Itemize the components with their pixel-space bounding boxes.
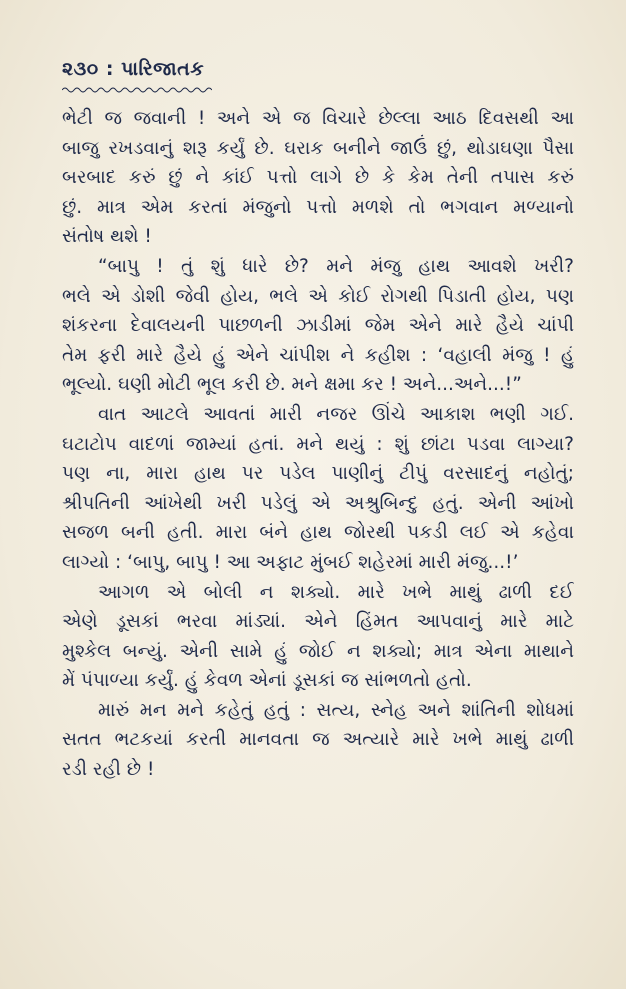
text-line: મુશ્કેલ બન્યું. એની સામે હું જોઈ ન શક્યો; માત્ર એના માથાને: [62, 640, 574, 662]
text-line: ઘટાટોપ વાદળાં જામ્યાં હતાં. મને થયું : શું છાંટા પડવા લાગ્યા?: [62, 433, 574, 455]
paragraph-4: [62, 578, 574, 696]
text-line: “બાપુ ! તું શું ધારે છે? મને મંજુ હાથ આવશે ખરી?: [98, 255, 574, 277]
page-body: [62, 104, 574, 785]
paragraph-1: [62, 104, 574, 252]
text-line: મારું મન મને કહેતું હતું : સત્ય, સ્નેહ અને શાંતિની શોધમાં: [98, 699, 574, 721]
text-line: શ્રીપતિની આંખેથી ખરી પડેલું એ અશ્રુબિન્દુ હતું. એની આંખો: [62, 492, 574, 514]
text-line: બાજુ રખડવાનું શરૂ કર્યું છે. ઘરાક બનીને જાઉં છું, થોડાઘણા પૈસા: [62, 137, 574, 159]
text-line: બરબાદ કરું છું ને કાંઈ પત્તો લાગે છે કે કેમ તેની તપાસ કરું: [62, 167, 574, 189]
paragraph-5: [62, 696, 574, 785]
text-line: તેમ ફરી મારે હૈયે હું એને ચાંપીશ ને કહીશ : ‘વહાલી મંજુ ! હું: [62, 344, 574, 366]
text-line: છું. માત્ર એમ કરતાં મંજુનો પત્તો મળશે તો ભગવાન મળ્યાનો: [62, 196, 574, 218]
text-line: સજળ બની હતી. મારા બંને હાથ જોરથી પકડી લઈ એ કહેવા: [62, 522, 574, 544]
text-line: ભલે એ ડોશી જેવી હોય, ભલે એ કોઈ રોગથી પિડાતી હોય, પણ: [62, 285, 574, 307]
text-line: આગળ એ બોલી ન શક્યો. મારે ખભે માથું ઢાળી દઈ: [98, 581, 574, 603]
header-ornament: [62, 86, 212, 94]
text-line: ભૂલ્યો. ઘણી મોટી ભૂલ કરી છે. મને ક્ષમા કર ! અને...અને...!”: [62, 374, 522, 396]
paragraph-2: [62, 252, 574, 400]
text-line: લાગ્યો : ‘બાપુ, બાપુ ! આ અફાટ મુંબઈ શહેરમાં મારી મંજુ...!’: [62, 551, 519, 573]
text-line: પણ ના, મારા હાથ પર પડેલ પાણીનું ટીપું વરસાદનું નહોતું;: [62, 463, 574, 485]
paragraph-3: [62, 400, 574, 578]
text-line: શંકરના દેવાલયની પાછળની ઝાડીમાં જેમ એને મારે હૈયે ચાંપી: [62, 315, 574, 337]
text-line: સતત ભટકયાં કરતી માનવતા જ અત્યારે મારે ખભે માથું ઢાળી: [62, 729, 574, 751]
text-line: વાત આટલે આવતાં મારી નજર ઊંચે આકાશ ભણી ગઈ.: [98, 403, 574, 425]
text-line: સંતોષ થશે !: [62, 226, 152, 248]
text-line: એણે ડૂસકાં ભરવા માંડ્યાં. એને હિંમત આપવાનું મારે માટે: [62, 611, 574, 633]
running-header: ૨૩૦ : પારિજાતક: [62, 58, 205, 80]
text-line: મેં પંપાળ્યા કર્યું. હું કેવળ એનાં ડૂસકાં જ સાંભળતો હતો.: [62, 670, 472, 692]
text-line: ભેટી જ જવાની ! અને એ જ વિચારે છેલ્લા આઠ દિવસથી આ: [62, 108, 574, 129]
text-line: રડી રહી છે !: [62, 759, 155, 781]
